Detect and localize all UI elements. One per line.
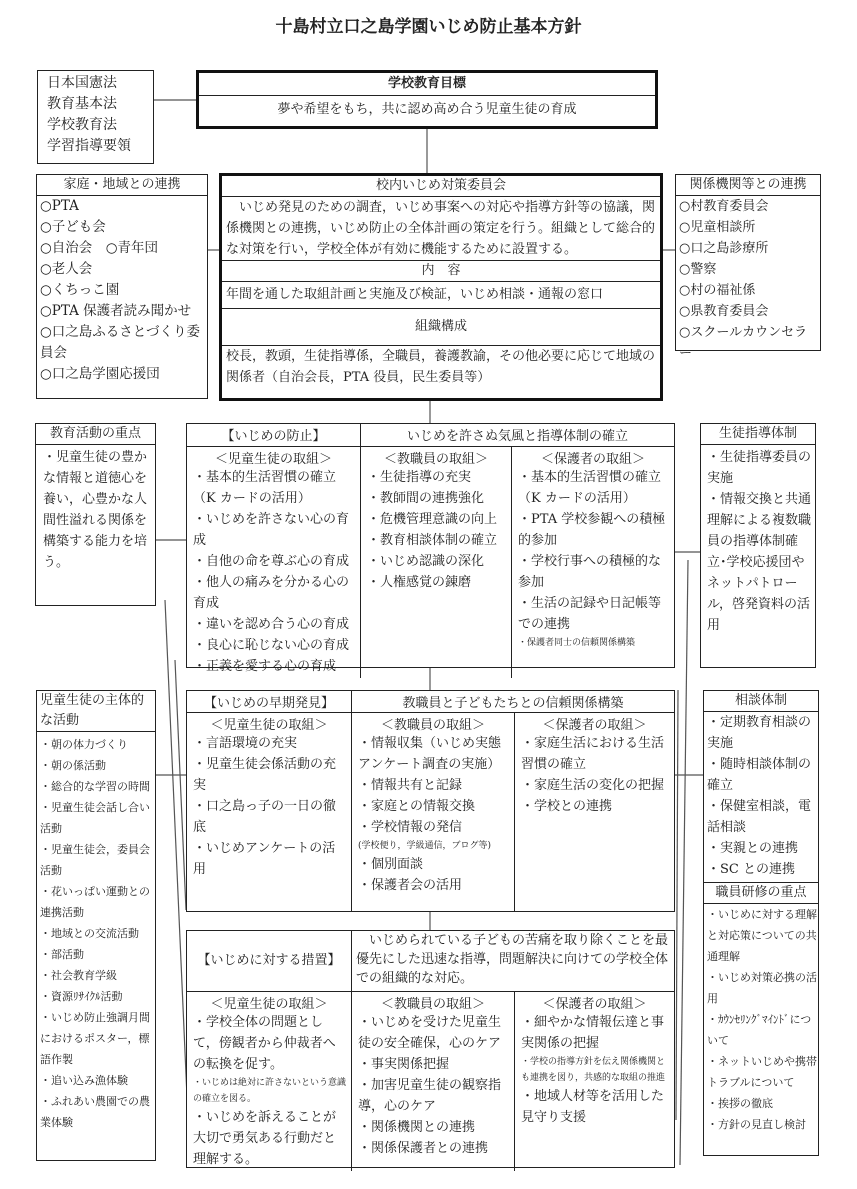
edu-focus-item-list bbox=[36, 445, 155, 575]
measures-student-item: ・いじめを訴えることが大切で勇気ある行動だと理解する。 bbox=[193, 1110, 337, 1167]
staff-header: ＜教職員の取組＞ bbox=[383, 452, 488, 467]
early-staff-item: ・学校情報の発信 bbox=[358, 820, 463, 835]
activity-item: ・いじめ防止強調月間におけるポスター，標語作製 bbox=[40, 1011, 150, 1066]
agency-item-list bbox=[676, 196, 820, 364]
prevention-staff-item: ・生徒指導の充実 bbox=[367, 470, 472, 485]
measures-student-item: ・学校全体の問題として，傍観者から仲裁者への転換を促す。 bbox=[193, 1015, 336, 1072]
prevention-student-item: ・自他の命を尊ぶ心の育成 bbox=[193, 554, 350, 569]
training-item-list bbox=[704, 904, 818, 1135]
prevention-parent-item: ・生活の記録や日記帳等での連携 bbox=[518, 596, 662, 632]
prevention-parent-item: ・基本的生活習慣の確立（K カードの活用） bbox=[518, 470, 662, 506]
committee-description: いじめ発見のための調査，いじめ事案への対応や指導方針等の協議，関係機関との連携，いじめ防止の全体計画の策定を行う。組織として総合的な対策を行い，学校全体が有効に機能するために設置する。 bbox=[222, 197, 660, 261]
laws-box bbox=[37, 70, 154, 164]
law-item: 学校教育法 bbox=[47, 117, 117, 133]
org-text: 校長，教頭，生徒指導係，全職員，養護教諭，その他必要に応じて地域の関係者（自治会長，PTA 役員，民生委員等） bbox=[226, 349, 656, 385]
agency-item: ○スクールカウンセラー bbox=[679, 325, 808, 361]
consult-header: 相談体制 bbox=[704, 691, 818, 712]
prevention-staff-item: ・いじめ認識の深化 bbox=[367, 554, 485, 569]
measures-staff-item-list bbox=[355, 1012, 511, 1159]
activity-item: ・総合的な学習の時間 bbox=[40, 780, 150, 793]
measures-label: 【いじめに対する措置】 bbox=[187, 931, 352, 992]
prevention-student-item: ・正義を愛する心の育成 bbox=[193, 659, 337, 674]
edu-focus-header: 教育活動の重点 bbox=[36, 424, 155, 445]
activity-item-list bbox=[37, 732, 155, 1133]
consult-item-list bbox=[704, 712, 818, 880]
training-header: 職員研修の重点 bbox=[704, 882, 818, 904]
prevention-student-item: ・他人の痛みを分かる心の育成 bbox=[193, 575, 350, 611]
early-label: 【いじめの早期発見】 bbox=[187, 691, 352, 713]
page-title: 十島村立口之島学園いじめ防止基本方針 bbox=[275, 17, 582, 37]
prevention-parent-item-list bbox=[515, 467, 671, 651]
agency-item: ○児童相談所 bbox=[679, 220, 756, 235]
early-parent-item: ・家庭生活の変化の把握 bbox=[521, 778, 665, 793]
activity-item: ・児童生徒会，委員会活動 bbox=[40, 843, 150, 877]
community-header: 家庭・地域との連携 bbox=[37, 175, 207, 196]
measures-parent-item: ・細やかな情報伝達と事実関係の把握 bbox=[521, 1015, 665, 1051]
measures-parent-item-list bbox=[518, 1012, 671, 1128]
early-student-item-list bbox=[190, 733, 348, 880]
committee-box bbox=[219, 173, 663, 401]
prevention-student-item: ・良心に恥じない心の育成 bbox=[193, 638, 350, 653]
prevention-parent-item: ・保護者同士の信頼関係構築 bbox=[518, 638, 636, 648]
prevention-student-item: ・基本的生活習慣の確立（K カードの活用） bbox=[193, 470, 337, 506]
measures-staff-item: ・関係機関との連携 bbox=[358, 1120, 476, 1135]
staff-header: ＜教職員の取組＞ bbox=[380, 718, 485, 733]
connector-line bbox=[676, 690, 678, 1120]
prevention-staff-item-list bbox=[364, 467, 508, 593]
early-student-item: ・言語環境の充実 bbox=[193, 736, 298, 751]
prevention-staff-item: ・教育相談体制の確立 bbox=[367, 533, 498, 548]
early-staff-item: ・情報共有と記録 bbox=[358, 778, 463, 793]
prevention-student-item-list bbox=[190, 467, 357, 677]
prevention-label: 【いじめの防止】 bbox=[187, 424, 361, 447]
early-staff-item: (学校便り，学級通信，ブログ等) bbox=[358, 841, 492, 851]
consult-box bbox=[703, 690, 819, 1156]
students-header: ＜児童生徒の取組＞ bbox=[210, 718, 328, 733]
prevention-student-item: ・いじめを許さない心の育成 bbox=[193, 512, 350, 548]
agencies-header: 関係機関等との連携 bbox=[676, 175, 820, 196]
staff-header: ＜教職員の取組＞ bbox=[380, 997, 485, 1012]
early-student-item: ・児童生徒会係活動の充実 bbox=[193, 757, 337, 793]
edu-focus-box bbox=[35, 423, 156, 606]
activity-item: ・追い込み漁体験 bbox=[40, 1074, 128, 1087]
community-item-list bbox=[37, 196, 207, 385]
early-parent-item-list bbox=[518, 733, 671, 817]
training-item: ・いじめに対する理解と対応策についての共通理解 bbox=[707, 908, 817, 963]
measures-theme: いじめられている子どもの苦痛を取り除くことを最優先にした迅速な指導，問題解決に向けての学校全体での組織的な対応。 bbox=[352, 931, 674, 992]
early-staff-item: ・家庭との情報交換 bbox=[358, 799, 476, 814]
goal-text: 夢や希望をもち，共に認め高め合う児童生徒の育成 bbox=[277, 102, 577, 117]
measures-student-item: ・いじめは絶対に許さないという意識の確立を図る。 bbox=[193, 1078, 347, 1104]
guidance-box bbox=[700, 423, 816, 668]
community-item: ○くちっこ園 bbox=[40, 282, 120, 298]
activity-item: ・朝の係活動 bbox=[40, 759, 106, 772]
prevention-student-item: ・違いを認め合う心の育成 bbox=[193, 617, 350, 632]
prevention-staff-item: ・教師間の連携強化 bbox=[367, 491, 485, 506]
measures-staff-item: ・加害児童生徒の観察指導，心のケア bbox=[358, 1078, 502, 1114]
parents-header: ＜保護者の取組＞ bbox=[542, 997, 647, 1012]
measures-staff-item: ・いじめを受けた児童生徒の安全確保，心のケア bbox=[358, 1015, 502, 1051]
training-item: ・ｶｳﾝｾﾘﾝｸﾞﾏｲﾝﾄﾞについて bbox=[707, 1013, 812, 1047]
guidance-item: ・情報交換と共通理解による複数職員の指導体制確立･学校応援団やネットパトロール，啓発資料の活用 bbox=[707, 492, 812, 633]
community-item: ○PTA bbox=[40, 198, 79, 214]
training-item: ・挨拶の徹底 bbox=[707, 1097, 773, 1110]
measures-table bbox=[186, 930, 675, 1168]
measures-staff-item: ・関係保護者との連携 bbox=[358, 1141, 489, 1156]
activity-item: ・部活動 bbox=[40, 948, 84, 961]
early-theme: 教職員と子どもたちとの信頼関係構築 bbox=[352, 691, 674, 713]
early-staff-item: ・保護者会の活用 bbox=[358, 878, 463, 893]
law-item: 学習指導要領 bbox=[47, 138, 131, 154]
content-text: 年間を通した取組計画と実施及び検証，いじめ相談・通報の窓口 bbox=[222, 282, 660, 309]
org-header: 組織構成 bbox=[222, 309, 660, 346]
prevention-theme: いじめを許さぬ気風と指導体制の確立 bbox=[361, 424, 674, 447]
training-item: ・いじめ対策必携の活用 bbox=[707, 971, 817, 1005]
community-item: ○自治会 ○青年団 bbox=[40, 240, 159, 256]
agency-item: ○県教育委員会 bbox=[679, 304, 769, 319]
measures-staff-item: ・事実関係把握 bbox=[358, 1057, 450, 1072]
early-staff-item-list bbox=[355, 733, 511, 896]
community-item: ○口之島ふるさとづくり委員会 bbox=[40, 324, 201, 361]
connector-line bbox=[680, 560, 688, 1165]
early-staff-item: ・情報収集（いじめ実態アンケート調査の実施） bbox=[358, 736, 502, 772]
activity-item: ・朝の体力づくり bbox=[40, 738, 128, 751]
early-parent-item: ・家庭生活における生活習慣の確立 bbox=[521, 736, 665, 772]
measures-parent-item: ・地域人材等を活用した見守り支援 bbox=[521, 1089, 665, 1125]
law-item: 日本国憲法 bbox=[47, 75, 117, 91]
prevention-staff-item: ・危機管理意識の向上 bbox=[367, 512, 498, 527]
consult-item: ・実親との連携 bbox=[707, 841, 799, 856]
community-item: ○口之島学園応援団 bbox=[40, 366, 160, 382]
training-item: ・ネットいじめや携帯トラブルについて bbox=[707, 1055, 817, 1089]
early-parent-item: ・学校との連携 bbox=[521, 799, 613, 814]
activity-item: ・児童生徒会話し合い活動 bbox=[40, 801, 150, 835]
prevention-parent-item: ・PTA 学校参観への積極的参加 bbox=[518, 512, 666, 548]
school-goal-box bbox=[196, 70, 658, 129]
community-box bbox=[36, 174, 208, 399]
consult-item: ・保健室相談，電話相談 bbox=[707, 799, 812, 835]
activity-item: ・社会教育学級 bbox=[40, 969, 117, 982]
law-item-list bbox=[44, 73, 147, 157]
parents-header: ＜保護者の取組＞ bbox=[542, 718, 647, 733]
early-student-item: ・いじめアンケートの活用 bbox=[193, 841, 336, 877]
early-staff-item: ・個別面談 bbox=[358, 857, 424, 872]
agency-item: ○警察 bbox=[679, 262, 717, 277]
consult-item: ・SC との連携 bbox=[707, 862, 795, 877]
agency-item: ○村教育委員会 bbox=[679, 199, 769, 214]
law-item: 教育基本法 bbox=[47, 96, 117, 112]
activity-item: ・ふれあい農園での農業体験 bbox=[40, 1095, 150, 1129]
agencies-box bbox=[675, 174, 821, 361]
agency-item: ○口之島診療所 bbox=[679, 241, 769, 256]
community-item: ○老人会 bbox=[40, 261, 93, 277]
community-item: ○PTA 保護者読み聞かせ bbox=[40, 303, 192, 319]
goal-header: 学校教育目標 bbox=[199, 73, 655, 96]
students-header: ＜児童生徒の取組＞ bbox=[214, 452, 332, 467]
activity-item: ・地域との交流活動 bbox=[40, 927, 139, 940]
early-student-item: ・口之島っ子の一日の徹底 bbox=[193, 799, 337, 835]
agency-item: ○村の福祉係 bbox=[679, 283, 756, 298]
student-activities-box bbox=[36, 690, 156, 1161]
student-activities-header: 児童生徒の主体的な活動 bbox=[37, 691, 155, 732]
measures-student-item-list bbox=[190, 1012, 348, 1170]
measures-parent-item: ・学校の指導方針を伝え関係機関とも連携を図り，共感的な取組の推進 bbox=[521, 1057, 666, 1083]
prevention-table bbox=[186, 423, 675, 674]
content-header: 内 容 bbox=[222, 261, 660, 282]
prevention-staff-item: ・人権感覚の錬磨 bbox=[367, 575, 472, 590]
guidance-header: 生徒指導体制 bbox=[701, 424, 815, 445]
early-detection-table bbox=[186, 690, 675, 912]
parents-header: ＜保護者の取組＞ bbox=[540, 452, 645, 467]
prevention-parent-item: ・学校行事への積極的な参加 bbox=[518, 554, 662, 590]
committee-header: 校内いじめ対策委員会 bbox=[222, 176, 660, 197]
consult-item: ・随時相談体制の確立 bbox=[707, 757, 812, 793]
activity-item: ・資源ﾘｻｲｸﾙ活動 bbox=[40, 990, 123, 1003]
guidance-item-list bbox=[701, 445, 815, 638]
edu-focus-item: ・児童生徒の豊かな情報と道徳心を養い，心豊かな人間性溢れる関係を構築する能力を培う。 bbox=[43, 450, 148, 570]
students-header: ＜児童生徒の取組＞ bbox=[210, 997, 328, 1012]
activity-item: ・花いっぱい運動との連携活動 bbox=[40, 885, 150, 919]
consult-item: ・定期教育相談の実施 bbox=[707, 715, 812, 751]
guidance-item: ・生徒指導委員の実施 bbox=[707, 450, 812, 486]
community-item: ○子ども会 bbox=[40, 219, 106, 235]
training-item: ・方針の見直し検討 bbox=[707, 1118, 806, 1131]
